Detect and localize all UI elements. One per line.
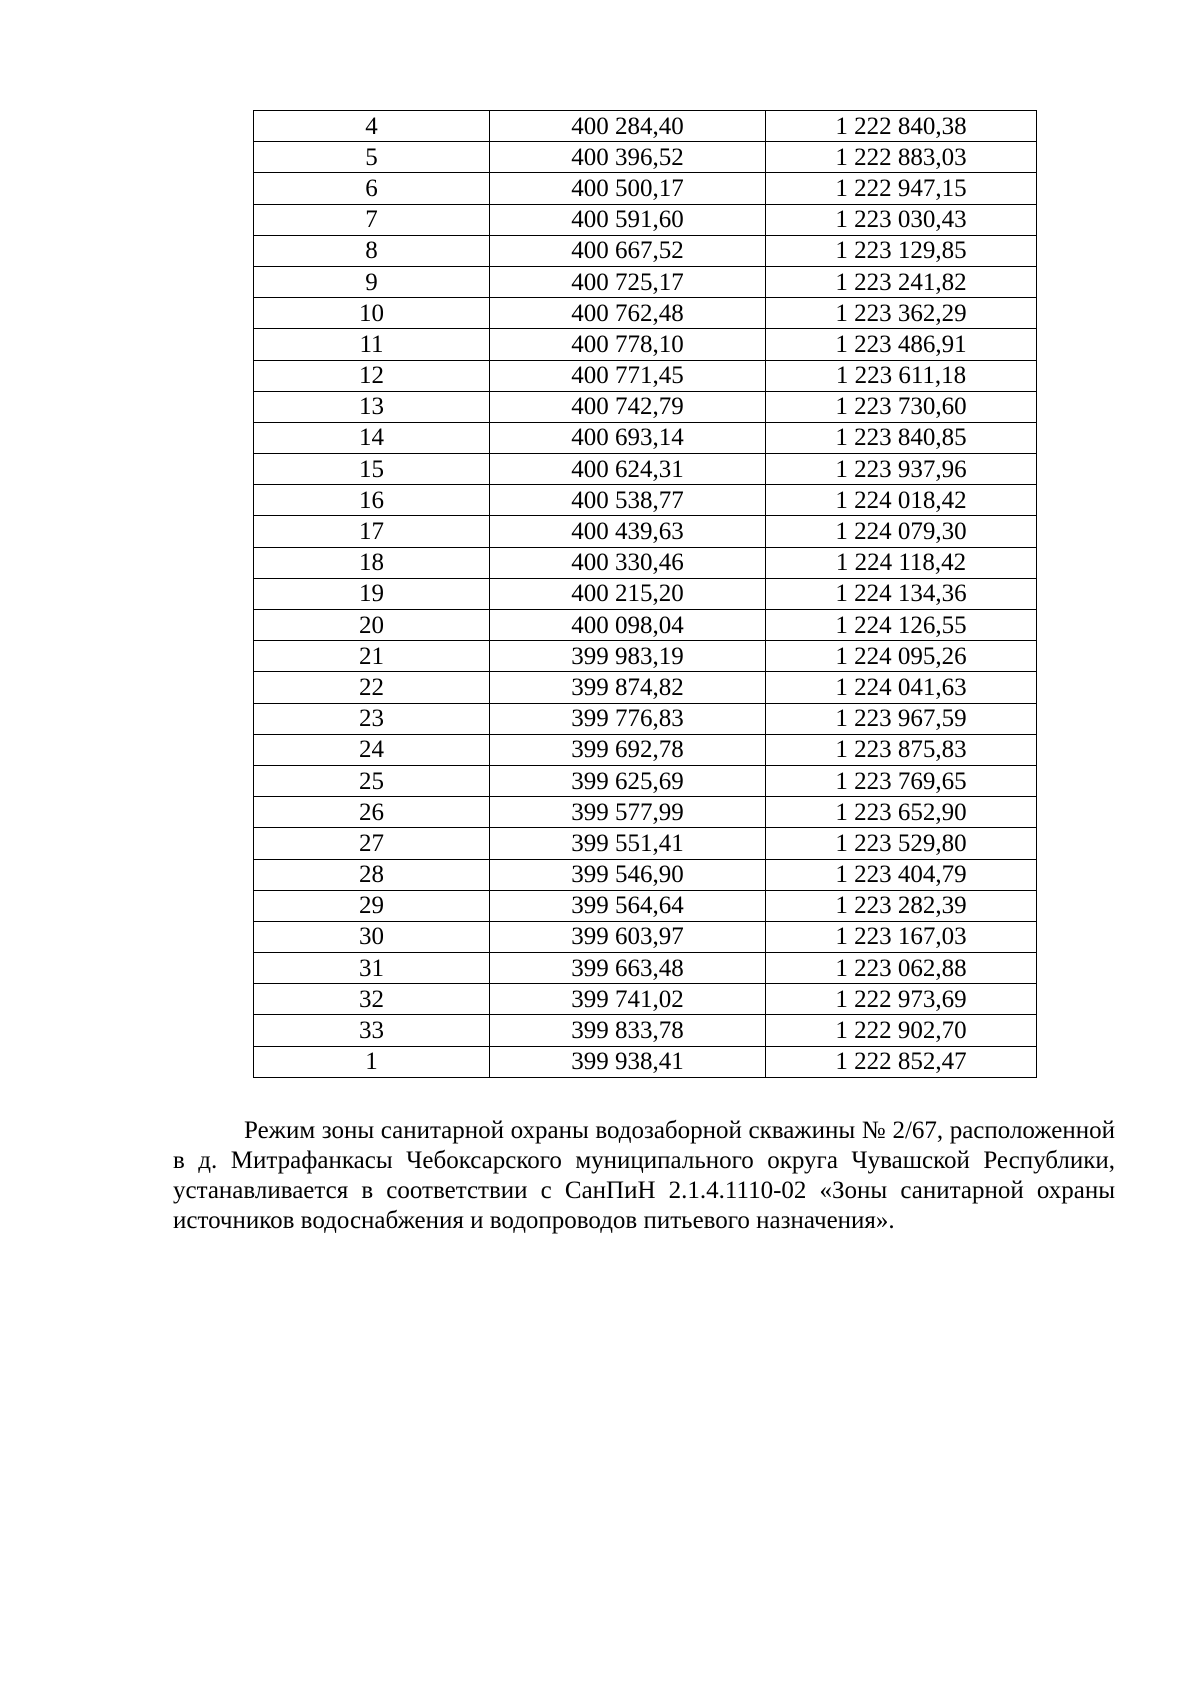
y-coordinate-cell: 1 224 134,36 <box>766 578 1037 609</box>
coordinates-table-body <box>254 111 1037 1078</box>
x-coordinate-cell: 400 725,17 <box>490 266 766 297</box>
x-coordinate-cell: 399 833,78 <box>490 1015 766 1046</box>
coordinates-table <box>253 110 1037 1078</box>
table-row <box>254 578 1037 609</box>
table-row <box>254 703 1037 734</box>
x-coordinate-cell: 400 778,10 <box>490 329 766 360</box>
table-row <box>254 391 1037 422</box>
y-coordinate-cell: 1 224 041,63 <box>766 672 1037 703</box>
table-row <box>254 984 1037 1015</box>
x-coordinate-cell: 399 874,82 <box>490 672 766 703</box>
table-row <box>254 454 1037 485</box>
point-number-cell: 1 <box>254 1046 490 1077</box>
table-row <box>254 890 1037 921</box>
point-number-cell: 29 <box>254 890 490 921</box>
y-coordinate-cell: 1 223 129,85 <box>766 235 1037 266</box>
table-row <box>254 610 1037 641</box>
x-coordinate-cell: 400 591,60 <box>490 204 766 235</box>
point-number-cell: 27 <box>254 828 490 859</box>
point-number-cell: 11 <box>254 329 490 360</box>
table-row <box>254 422 1037 453</box>
table-row <box>254 173 1037 204</box>
table-row <box>254 235 1037 266</box>
point-number-cell: 19 <box>254 578 490 609</box>
table-row <box>254 329 1037 360</box>
x-coordinate-cell: 399 938,41 <box>490 1046 766 1077</box>
x-coordinate-cell: 400 215,20 <box>490 578 766 609</box>
y-coordinate-cell: 1 223 167,03 <box>766 921 1037 952</box>
table-row <box>254 734 1037 765</box>
x-coordinate-cell: 400 098,04 <box>490 610 766 641</box>
x-coordinate-cell: 400 396,52 <box>490 142 766 173</box>
point-number-cell: 9 <box>254 266 490 297</box>
point-number-cell: 17 <box>254 516 490 547</box>
x-coordinate-cell: 399 776,83 <box>490 703 766 734</box>
point-number-cell: 21 <box>254 641 490 672</box>
table-row <box>254 298 1037 329</box>
x-coordinate-cell: 400 330,46 <box>490 547 766 578</box>
y-coordinate-cell: 1 222 852,47 <box>766 1046 1037 1077</box>
x-coordinate-cell: 399 551,41 <box>490 828 766 859</box>
table-row <box>254 859 1037 890</box>
point-number-cell: 4 <box>254 111 490 142</box>
point-number-cell: 12 <box>254 360 490 391</box>
table-row <box>254 921 1037 952</box>
y-coordinate-cell: 1 223 529,80 <box>766 828 1037 859</box>
point-number-cell: 16 <box>254 485 490 516</box>
y-coordinate-cell: 1 224 095,26 <box>766 641 1037 672</box>
y-coordinate-cell: 1 222 973,69 <box>766 984 1037 1015</box>
point-number-cell: 5 <box>254 142 490 173</box>
point-number-cell: 31 <box>254 953 490 984</box>
y-coordinate-cell: 1 223 937,96 <box>766 454 1037 485</box>
y-coordinate-cell: 1 224 118,42 <box>766 547 1037 578</box>
x-coordinate-cell: 399 577,99 <box>490 797 766 828</box>
x-coordinate-cell: 399 603,97 <box>490 921 766 952</box>
point-number-cell: 23 <box>254 703 490 734</box>
x-coordinate-cell: 400 667,52 <box>490 235 766 266</box>
table-row <box>254 672 1037 703</box>
x-coordinate-cell: 400 771,45 <box>490 360 766 391</box>
x-coordinate-cell: 400 742,79 <box>490 391 766 422</box>
y-coordinate-cell: 1 223 769,65 <box>766 765 1037 796</box>
point-number-cell: 14 <box>254 422 490 453</box>
y-coordinate-cell: 1 223 875,83 <box>766 734 1037 765</box>
point-number-cell: 7 <box>254 204 490 235</box>
y-coordinate-cell: 1 223 486,91 <box>766 329 1037 360</box>
point-number-cell: 30 <box>254 921 490 952</box>
table-row <box>254 828 1037 859</box>
x-coordinate-cell: 399 625,69 <box>490 765 766 796</box>
table-row <box>254 1015 1037 1046</box>
y-coordinate-cell: 1 223 241,82 <box>766 266 1037 297</box>
point-number-cell: 32 <box>254 984 490 1015</box>
x-coordinate-cell: 399 546,90 <box>490 859 766 890</box>
x-coordinate-cell: 400 500,17 <box>490 173 766 204</box>
y-coordinate-cell: 1 223 652,90 <box>766 797 1037 828</box>
table-row <box>254 953 1037 984</box>
point-number-cell: 10 <box>254 298 490 329</box>
x-coordinate-cell: 399 692,78 <box>490 734 766 765</box>
y-coordinate-cell: 1 222 902,70 <box>766 1015 1037 1046</box>
table-row <box>254 516 1037 547</box>
y-coordinate-cell: 1 222 947,15 <box>766 173 1037 204</box>
y-coordinate-cell: 1 223 404,79 <box>766 859 1037 890</box>
point-number-cell: 20 <box>254 610 490 641</box>
x-coordinate-cell: 400 693,14 <box>490 422 766 453</box>
table-row <box>254 485 1037 516</box>
x-coordinate-cell: 399 663,48 <box>490 953 766 984</box>
x-coordinate-cell: 400 538,77 <box>490 485 766 516</box>
point-number-cell: 13 <box>254 391 490 422</box>
point-number-cell: 15 <box>254 454 490 485</box>
table-row <box>254 204 1037 235</box>
table-row <box>254 547 1037 578</box>
point-number-cell: 8 <box>254 235 490 266</box>
y-coordinate-cell: 1 223 062,88 <box>766 953 1037 984</box>
y-coordinate-cell: 1 222 883,03 <box>766 142 1037 173</box>
y-coordinate-cell: 1 223 030,43 <box>766 204 1037 235</box>
y-coordinate-cell: 1 223 967,59 <box>766 703 1037 734</box>
regime-paragraph: Режим зоны санитарной охраны водозаборной скважины № 2/67, расположенной в д. Митрафанкасы Чебоксарского муниципального округа Чувашской Республики, устанавливается в соответствии с СанПиН 2.1.4.1110-02 «Зоны санитарной охраны источников водоснабжения и водопроводов питьевого назначения». <box>173 1117 1115 1234</box>
y-coordinate-cell: 1 224 126,55 <box>766 610 1037 641</box>
table-row <box>254 765 1037 796</box>
point-number-cell: 24 <box>254 734 490 765</box>
x-coordinate-cell: 400 624,31 <box>490 454 766 485</box>
table-row <box>254 797 1037 828</box>
table-row <box>254 142 1037 173</box>
x-coordinate-cell: 399 741,02 <box>490 984 766 1015</box>
table-row <box>254 1046 1037 1077</box>
table-row <box>254 360 1037 391</box>
y-coordinate-cell: 1 223 840,85 <box>766 422 1037 453</box>
x-coordinate-cell: 399 564,64 <box>490 890 766 921</box>
point-number-cell: 25 <box>254 765 490 796</box>
y-coordinate-cell: 1 223 730,60 <box>766 391 1037 422</box>
x-coordinate-cell: 400 439,63 <box>490 516 766 547</box>
point-number-cell: 22 <box>254 672 490 703</box>
y-coordinate-cell: 1 222 840,38 <box>766 111 1037 142</box>
point-number-cell: 18 <box>254 547 490 578</box>
y-coordinate-cell: 1 223 611,18 <box>766 360 1037 391</box>
y-coordinate-cell: 1 223 282,39 <box>766 890 1037 921</box>
x-coordinate-cell: 400 284,40 <box>490 111 766 142</box>
table-row <box>254 111 1037 142</box>
point-number-cell: 6 <box>254 173 490 204</box>
table-row <box>254 641 1037 672</box>
x-coordinate-cell: 399 983,19 <box>490 641 766 672</box>
x-coordinate-cell: 400 762,48 <box>490 298 766 329</box>
y-coordinate-cell: 1 224 018,42 <box>766 485 1037 516</box>
point-number-cell: 26 <box>254 797 490 828</box>
point-number-cell: 28 <box>254 859 490 890</box>
table-row <box>254 266 1037 297</box>
y-coordinate-cell: 1 224 079,30 <box>766 516 1037 547</box>
point-number-cell: 33 <box>254 1015 490 1046</box>
y-coordinate-cell: 1 223 362,29 <box>766 298 1037 329</box>
